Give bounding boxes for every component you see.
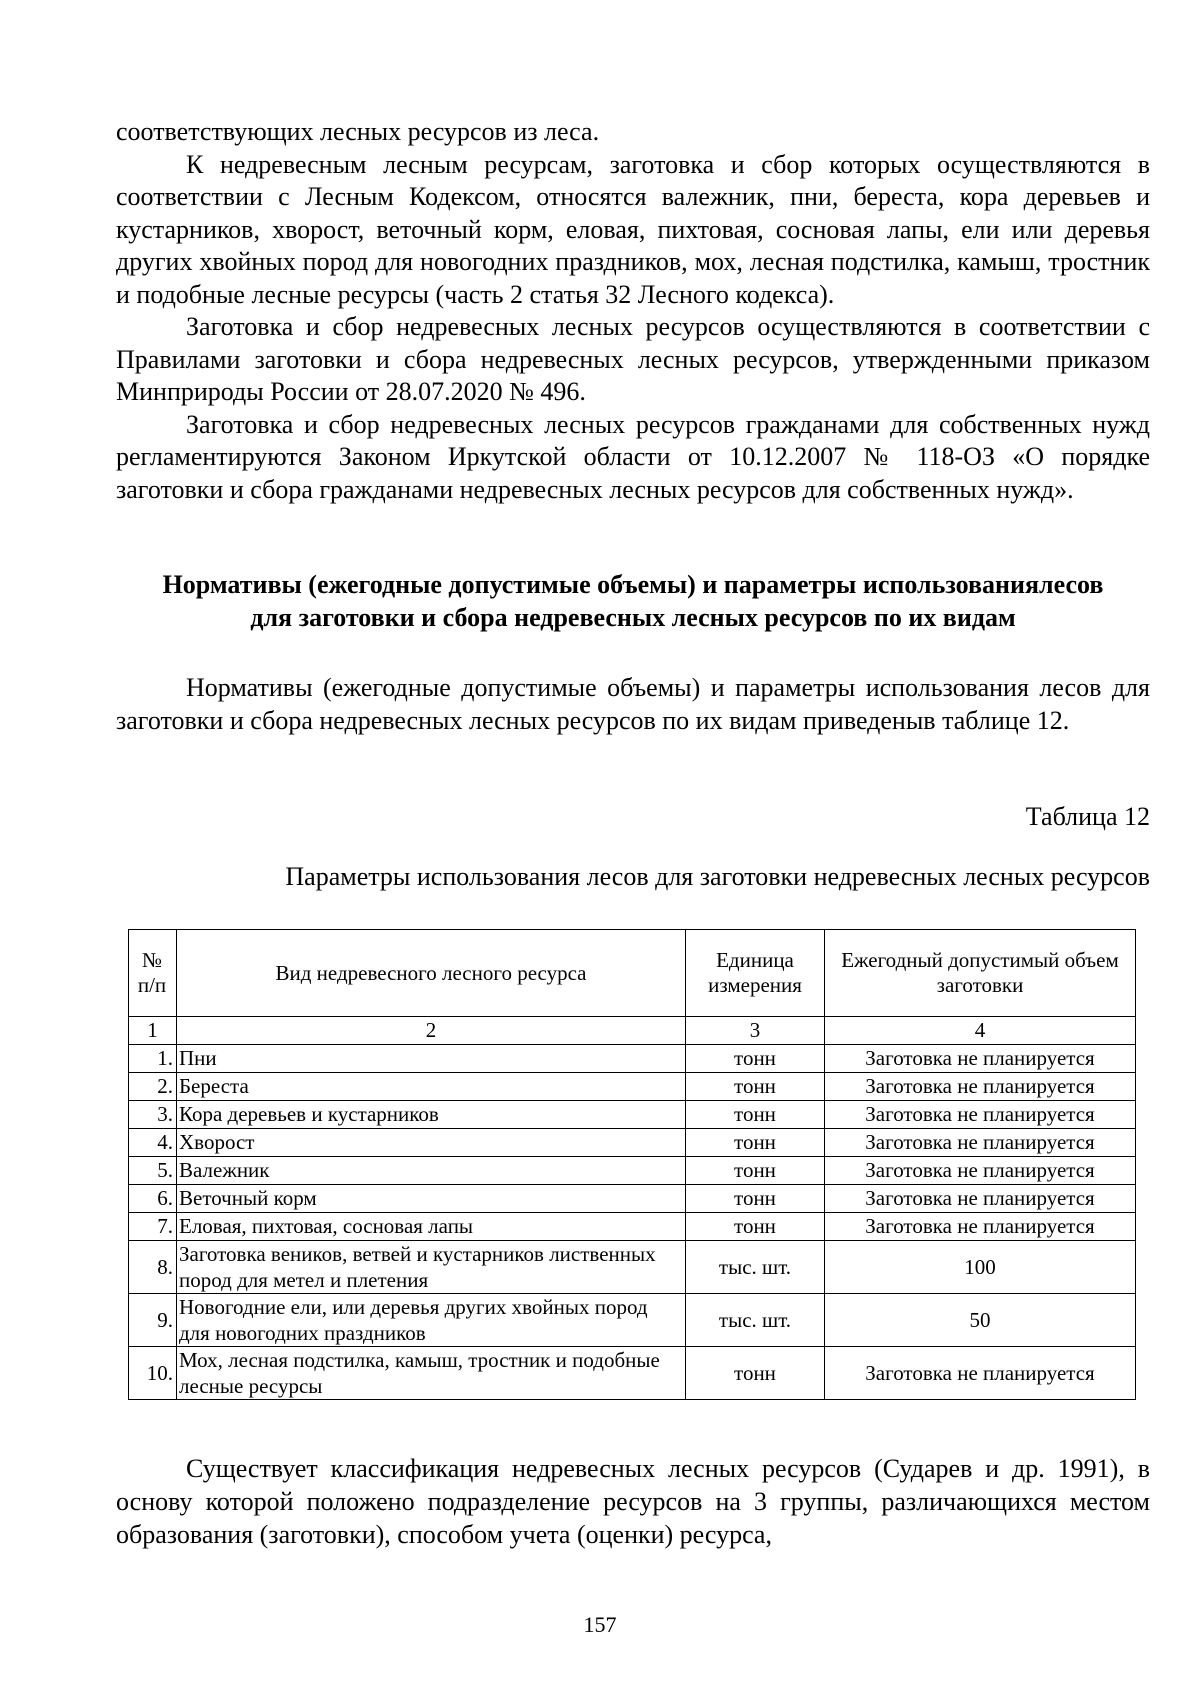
row-volume: Заготовка не планируется — [825, 1185, 1136, 1213]
row-unit: тонн — [686, 1101, 825, 1129]
row-num: 9. — [129, 1294, 177, 1347]
row-volume: 50 — [825, 1294, 1136, 1347]
row-name: Новогодние ели, или деревья других хвойных пород для новогодних праздников — [177, 1294, 686, 1347]
row-name: Кора деревьев и кустарников — [177, 1101, 686, 1129]
table-header-row — [129, 930, 1136, 1017]
row-volume: 100 — [825, 1241, 1136, 1294]
row-name: Береста — [177, 1073, 686, 1101]
row-name: Хворост — [177, 1129, 686, 1157]
row-unit: тонн — [686, 1347, 825, 1400]
index-cell: 2 — [177, 1017, 686, 1045]
index-cell: 1 — [129, 1017, 177, 1045]
table-row — [129, 1347, 1136, 1400]
intro-block — [116, 672, 1150, 737]
page-number: 157 — [583, 1612, 617, 1637]
row-volume: Заготовка не планируется — [825, 1157, 1136, 1185]
row-volume: Заготовка не планируется — [825, 1347, 1136, 1400]
row-num: 6. — [129, 1185, 177, 1213]
table-title: Параметры использования лесов для заготовки недревесных лесных ресурсов — [285, 862, 1150, 891]
table-index-row — [129, 1017, 1136, 1045]
header-num: № п/п — [129, 930, 177, 1017]
row-num: 1. — [129, 1045, 177, 1073]
index-cell: 3 — [686, 1017, 825, 1045]
row-unit: тонн — [686, 1185, 825, 1213]
table-row — [129, 1157, 1136, 1185]
paragraph-rules: Заготовка и сбор недревесных лесных ресурсов осуществляются в соответствии с Правилами заготовки и сбора недревесных лесных ресурсов, утвержденными приказом Минприроды России от 28.07.2020 № 496. — [116, 312, 1150, 406]
table-row — [129, 1129, 1136, 1157]
table-row — [129, 1045, 1136, 1073]
classification-paragraph: Существует классификация недревесных лесных ресурсов (Сударев и др. 1991), в основу которой положено подразделение ресурсов на 3 группы, различающихся местом образования (заготовки), способом учета (оценки) ресурса, — [116, 1454, 1150, 1549]
row-volume: Заготовка не планируется — [825, 1101, 1136, 1129]
row-volume: Заготовка не планируется — [825, 1073, 1136, 1101]
table-row — [129, 1213, 1136, 1241]
row-num: 10. — [129, 1347, 177, 1400]
table-row — [129, 1101, 1136, 1129]
row-unit: тыс. шт. — [686, 1241, 825, 1294]
row-unit: тонн — [686, 1157, 825, 1185]
row-unit: тонн — [686, 1045, 825, 1073]
section-heading — [116, 568, 1150, 634]
row-unit: тонн — [686, 1073, 825, 1101]
body-text-bottom — [116, 1452, 1150, 1551]
row-num: 4. — [129, 1129, 177, 1157]
row-volume: Заготовка не планируется — [825, 1129, 1136, 1157]
table-label: Таблица 12 — [1025, 802, 1150, 831]
row-name: Заготовка веников, ветвей и кустарников лиственных пород для метел и плетения — [177, 1241, 686, 1294]
row-volume: Заготовка не планируется — [825, 1045, 1136, 1073]
row-volume: Заготовка не планируется — [825, 1213, 1136, 1241]
index-cell: 4 — [825, 1017, 1136, 1045]
header-name: Вид недревесного лесного ресурса — [177, 930, 686, 1017]
table-row — [129, 1073, 1136, 1101]
header-unit: Единица измерения — [686, 930, 825, 1017]
row-name: Еловая, пихтовая, сосновая лапы — [177, 1213, 686, 1241]
paragraph-continuation: соответствующих лесных ресурсов из леса. — [116, 117, 600, 146]
row-num: 7. — [129, 1213, 177, 1241]
row-name: Веточный корм — [177, 1185, 686, 1213]
row-num: 3. — [129, 1101, 177, 1129]
header-volume: Ежегодный допустимый объем заготовки — [825, 930, 1136, 1017]
row-num: 2. — [129, 1073, 177, 1101]
table-row — [129, 1241, 1136, 1294]
row-unit: тыс. шт. — [686, 1294, 825, 1347]
paragraph-nontimber-resources: К недревесным лесным ресурсам, заготовка и сбор которых осуществляются в соответствии с Лесным Кодексом, относятся валежник, пни, береста, кора деревьев и кустарников, хворост, веточный корм, еловая, пихтовая, сосновая лапы, ели или деревья других хвойных пород для новогодних праздников, мох, лесная подстилка, камыш, тростник и подобные лесные ресурсы (часть 2 статья 32 Лесного кодекса). — [116, 149, 1150, 309]
intro-paragraph: Нормативы (ежегодные допустимые объемы) и параметры использования лесов для заготовки и сбора недревесных лесных ресурсов по их видам приведеныв таблице 12. — [116, 673, 1150, 735]
section-heading-line-2: для заготовки и сбора недревесных лесных ресурсов по их видам — [250, 603, 1016, 632]
row-unit: тонн — [686, 1213, 825, 1241]
row-name: Пни — [177, 1045, 686, 1073]
section-heading-line-1: Нормативы (ежегодные допустимые объемы) и параметры использованиялесов — [162, 570, 1104, 599]
table-row — [129, 1185, 1136, 1213]
row-num: 8. — [129, 1241, 177, 1294]
table-row — [129, 1294, 1136, 1347]
row-unit: тонн — [686, 1129, 825, 1157]
row-name: Мох, лесная подстилка, камыш, тростник и подобные лесные ресурсы — [177, 1347, 686, 1400]
body-text-top — [116, 116, 1150, 506]
paragraph-regional-law: Заготовка и сбор недревесных лесных ресурсов гражданами для собственных нужд регламентируются Законом Иркутской области от 10.12.2007 № 118-ОЗ «О порядке заготовки и сбора гражданами недревесных лесных ресурсов для собственных нужд». — [116, 409, 1150, 504]
row-num: 5. — [129, 1157, 177, 1185]
row-name: Валежник — [177, 1157, 686, 1185]
parameters-table — [128, 929, 1136, 1400]
